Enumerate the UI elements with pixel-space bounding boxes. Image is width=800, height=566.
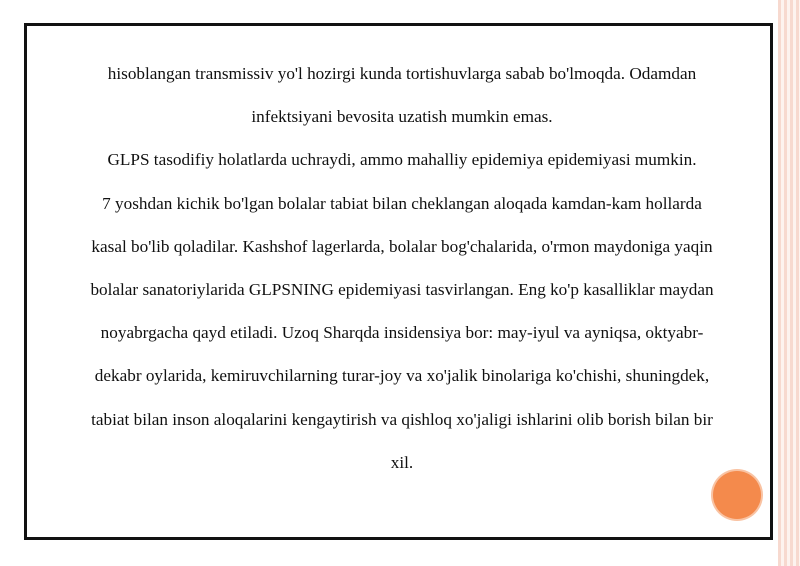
text-line: bolalar sanatoriylarida GLPSNING epidemiyasi tasvirlangan. Eng ko'p kasalliklar maydan — [90, 280, 714, 300]
slide-frame — [24, 23, 773, 540]
text-line: infektsiyani bevosita uzatish mumkin emas. — [251, 107, 553, 127]
text-line: dekabr oylarida, kemiruvchilarning turar-joy va xo'jalik binolariga ko'chishi, shuningdek, — [94, 366, 710, 386]
text-line: GLPS tasodifiy holatlarda uchraydi, ammo mahalliy epidemiya epidemiyasi mumkin. — [107, 150, 697, 170]
text-line: kasal bo'lib qoladilar. Kashshof lagerlarda, bolalar bog'chalarida, o'rmon maydoniga yaqin — [91, 236, 713, 256]
orange-circle-decoration — [713, 471, 761, 519]
text-line: hisoblangan transmissiv yo'l hozirgi kunda tortishuvlarga sabab bo'lmoqda. Odamdan — [107, 64, 697, 83]
text-line: tabiat bilan inson aloqalarini kengaytirish va qishloq xo'jaligi ishlarini olib borish bilan bir — [91, 409, 713, 429]
text-line: xil. — [390, 452, 414, 472]
decorative-side-stripes — [778, 0, 800, 566]
body-text — [57, 52, 747, 484]
text-line: 7 yoshdan kichik bo'lgan bolalar tabiat bilan cheklangan aloqada kamdan-kam hollarda — [102, 193, 702, 213]
left-margin — [0, 0, 22, 566]
text-line: noyabrgacha qayd etiladi. Uzoq Sharqda insidensiya bor: may-iyul va ayniqsa, oktyabr- — [100, 323, 704, 343]
